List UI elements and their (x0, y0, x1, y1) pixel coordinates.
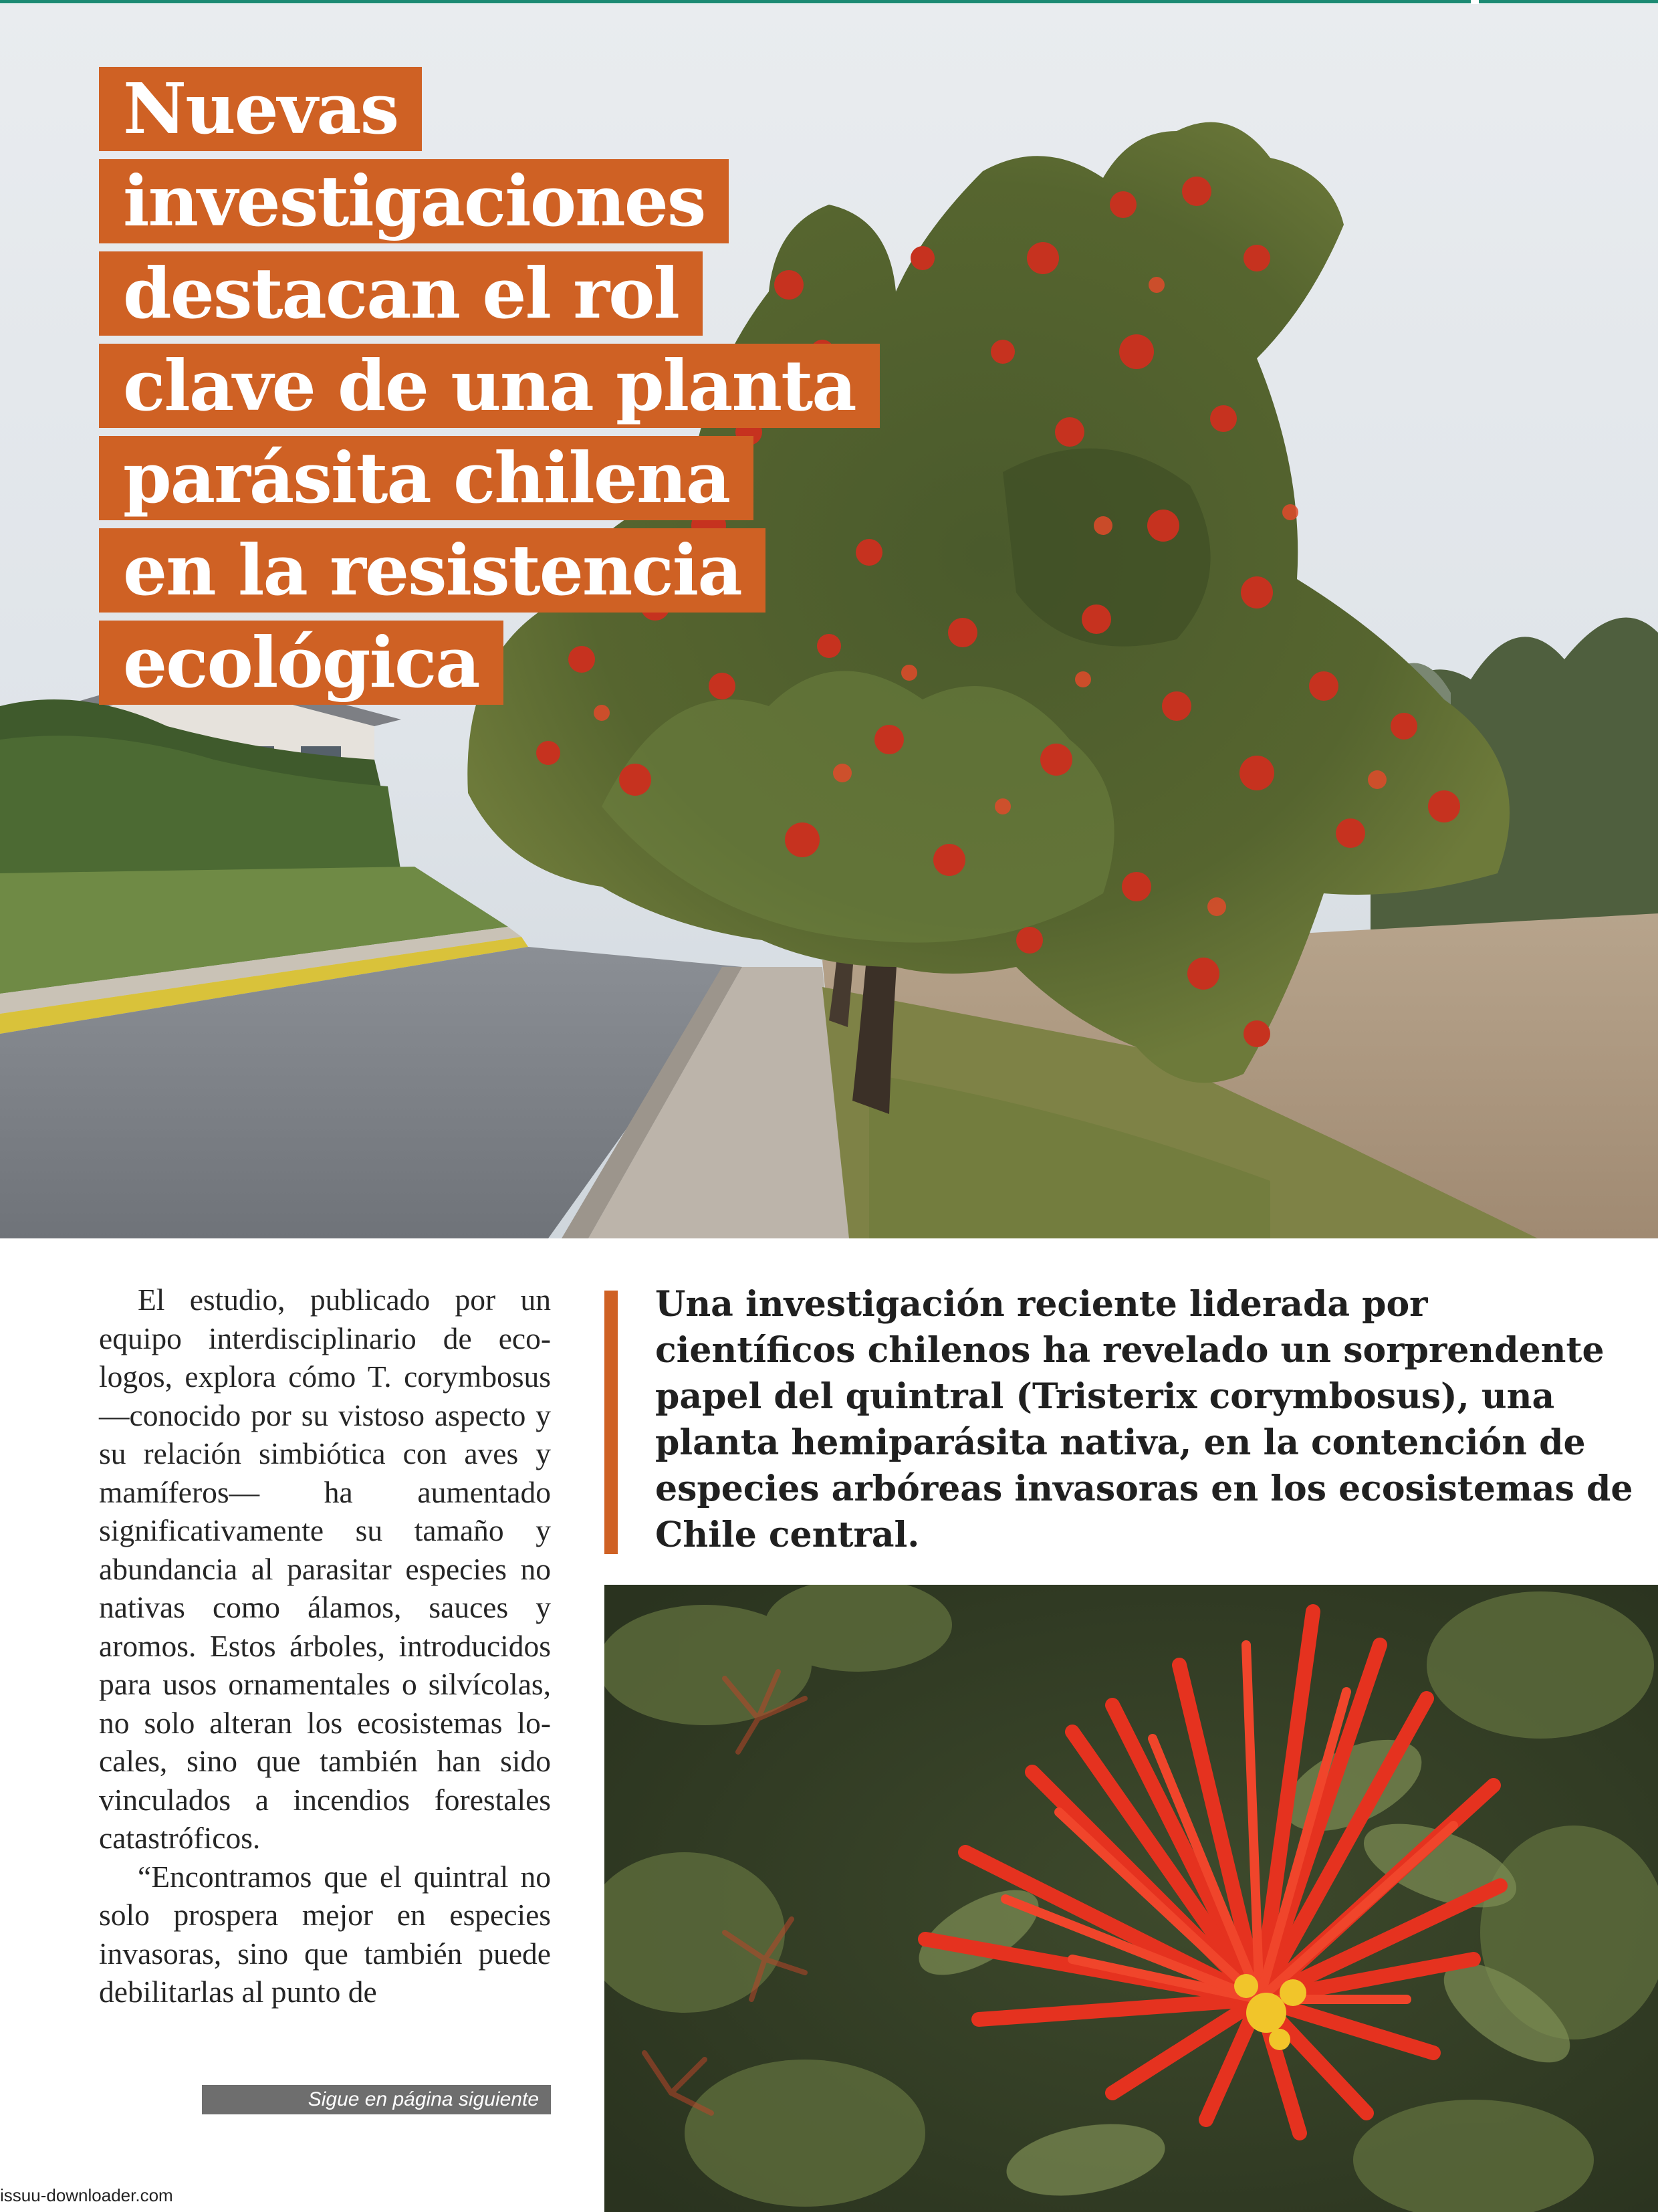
title-line-6: en la resistencia (99, 528, 765, 613)
title-line-1: Nuevas (99, 67, 422, 151)
body-paragraph-1: El estudio, publicado por un equipo interdisciplinario de ecologos, explora cómo T. corymbosus —conocido por su vistoso aspecto y su relación simbiótica con aves y mamíferos— ha aumentado significativamente su tamaño y abundancia al parasitar especies no nativas como álamos, sauces y aromos. Estos árboles, introducidos para usos ornamentales o silvícolas, no solo alteran los ecosistemas locales, sino que también han sido vinculados a incendios forestales catastróficos. (99, 1283, 551, 1855)
body-paragraph-2: “Encontramos que el quintral no solo prospera mejor en especies invasoras, sino que también puede debilitarlas al punto de (99, 1859, 551, 2009)
body-column (99, 1281, 551, 2011)
article-title (99, 67, 880, 713)
lead-accent-bar (604, 1291, 618, 1554)
top-rule (0, 0, 1471, 3)
title-line-4: clave de una planta (99, 344, 880, 428)
continue-on-next-page-label: Sigue en página siguiente (202, 2085, 551, 2114)
title-line-2: investigaciones (99, 159, 729, 243)
title-line-3: destacan el rol (99, 251, 703, 336)
title-line-7: ecológica (99, 621, 503, 705)
title-line-5: parásita chilena (99, 436, 753, 520)
top-rule-right (1479, 0, 1658, 3)
watermark-text: issuu-downloader.com (0, 2184, 176, 2209)
flower-closeup-photo (604, 1585, 1658, 2212)
lead-paragraph: Una investigación reciente liderada por científicos chilenos ha revelado un sorprendente papel del quintral (Tristerix corymbosus), una planta hemiparásita nativa, en la contención de especies arbóreas invasoras en los ecosistemas de Chile central. (655, 1284, 1633, 1555)
